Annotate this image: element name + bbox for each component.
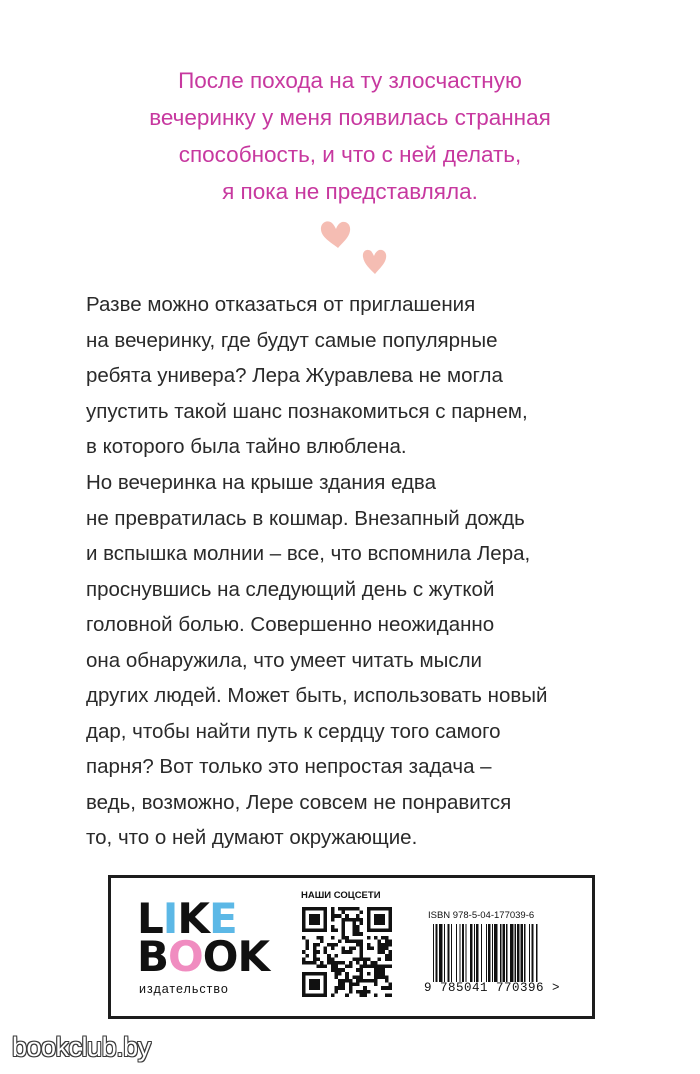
logo-row-book bbox=[137, 932, 269, 981]
quote-line: вечеринку у меня появилась странная bbox=[149, 105, 551, 130]
description-paragraph-1 bbox=[86, 287, 686, 465]
text-line: дар, чтобы найти путь к сердцу того самого bbox=[86, 719, 501, 743]
logo-letter: K bbox=[237, 932, 269, 981]
logo-letter: I bbox=[162, 894, 178, 943]
hearts-decoration bbox=[300, 212, 410, 276]
pink-quote bbox=[0, 62, 700, 210]
bookclub-watermark: bookclub.by bbox=[12, 1032, 151, 1062]
text-line: ребята универа? Лера Журавлева не могла bbox=[86, 364, 503, 387]
text-line: то, что о ней думают окружающие. bbox=[86, 826, 418, 849]
quote-line: После похода на ту злосчастную bbox=[178, 68, 522, 93]
text-line: не превратилась в кошмар. Внезапный дождь bbox=[86, 506, 525, 530]
logo-letter: L bbox=[137, 894, 163, 943]
text-line: проснувшись на следующий день с жуткой bbox=[86, 577, 495, 601]
social-caption: НАШИ СОЦСЕТИ bbox=[301, 890, 381, 901]
heart-icon bbox=[363, 250, 386, 274]
text-line: других людей. Может быть, использовать новый bbox=[86, 684, 548, 707]
text-line: упустить такой шанс познакомиться с парнем, bbox=[86, 399, 528, 423]
text-line: Разве можно отказаться от приглашения bbox=[86, 293, 476, 316]
isbn: ISBN 978-5-04-177039-6 bbox=[428, 910, 535, 921]
text-line: Но вечеринка на крыше здания едва bbox=[86, 471, 436, 494]
heart-icon bbox=[321, 221, 350, 248]
quote-line: способность, и что с ней делать, bbox=[178, 142, 522, 167]
text-line: головной болью. Совершенно неожиданно bbox=[86, 613, 495, 636]
qr-code bbox=[302, 906, 392, 998]
likebook-logo bbox=[137, 894, 277, 998]
text-line: и вспышка молнии – все, что вспомнила Лера, bbox=[86, 542, 531, 565]
text-line: на вечеринку, где будут самые популярные bbox=[86, 328, 498, 352]
logo-letter: B bbox=[137, 932, 169, 981]
barcode-icon bbox=[431, 924, 575, 982]
barcode-number: 9 785041 770396 > bbox=[424, 981, 561, 995]
text-line: она обнаружила, что умеет читать мысли bbox=[86, 648, 483, 672]
logo-subtitle: издательство bbox=[139, 982, 229, 996]
description-paragraph-2 bbox=[86, 465, 686, 856]
logo-letter: K bbox=[177, 894, 209, 943]
text-line: парня? Вот только это непростая задача – bbox=[86, 755, 492, 778]
logo-letter: O bbox=[168, 932, 203, 981]
quote-line: я пока не представляла. bbox=[222, 179, 478, 204]
logo-letter: E bbox=[208, 894, 237, 943]
text-line: ведь, возможно, Лере совсем не понравится bbox=[86, 790, 512, 814]
logo-letter: O bbox=[202, 932, 238, 981]
publisher-imprint-box bbox=[108, 875, 595, 1019]
text-line: в которого была тайно влюблена. bbox=[86, 435, 407, 458]
